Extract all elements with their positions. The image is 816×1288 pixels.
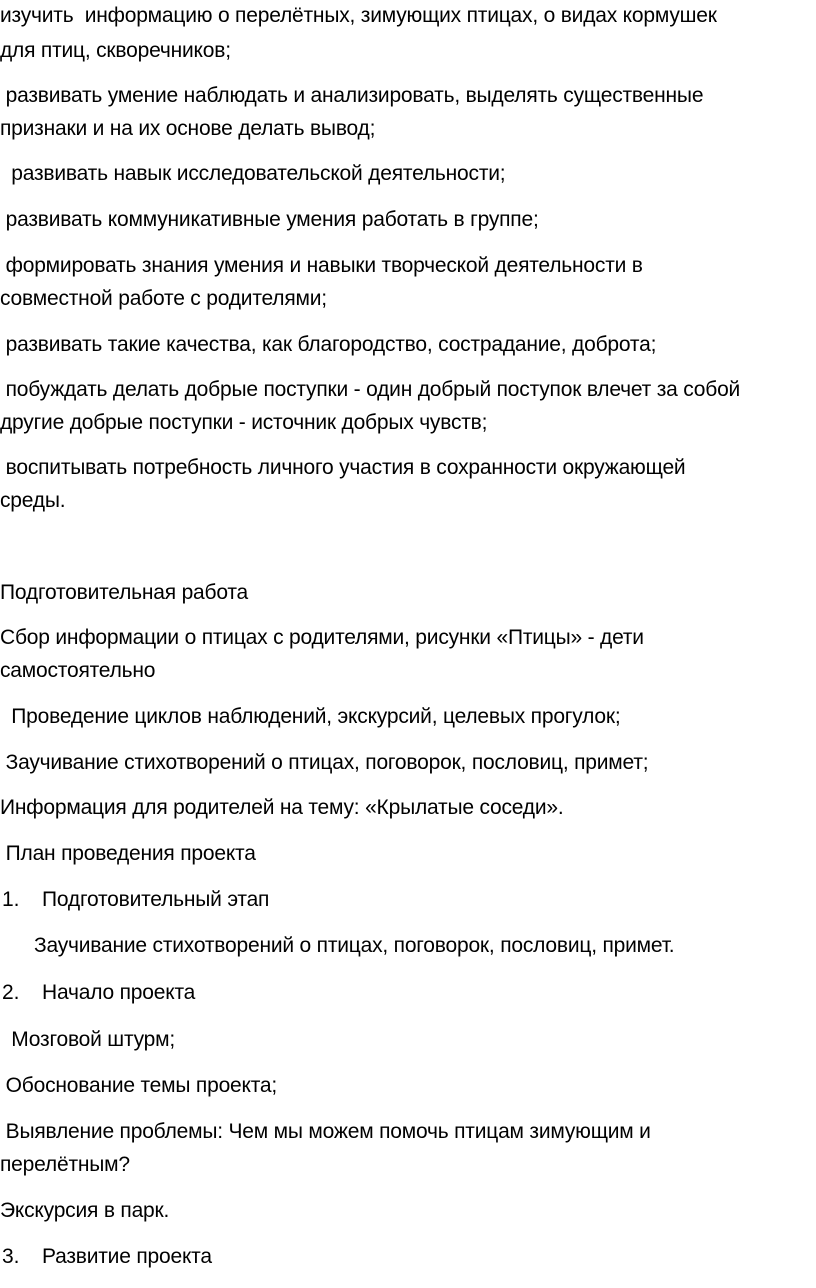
goal-8-line-1: воспитывать потребность личного участия в сохранности окружающей: [0, 456, 686, 479]
goal-3: развивать навык исследовательской деятельности;: [0, 162, 506, 185]
stage-2-number: 2.: [2, 981, 20, 1004]
prep-item-4: Информация для родителей на тему: «Крылатые соседи».: [0, 796, 564, 819]
stage-2-item-2: Обоснование темы проекта;: [0, 1074, 278, 1097]
goal-7-line-2: другие добрые поступки - источник добрых чувств;: [0, 411, 488, 434]
prep-item-1-line-2: самостоятельно: [0, 659, 156, 682]
goal-5-line-1: формировать знания умения и навыки творческой деятельности в: [0, 254, 643, 277]
prep-item-1-line-1: Сбор информации о птицах с родителями, рисунки «Птицы» - дети: [0, 626, 644, 649]
prep-heading: Подготовительная работа: [0, 581, 249, 604]
stage-3-number: 3.: [2, 1245, 20, 1268]
goal-5-line-2: совместной работе с родителями;: [0, 287, 327, 310]
stage-1-detail: Заучивание стихотворений о птицах, поговорок, пословиц, примет.: [34, 934, 675, 957]
prep-item-3: Заучивание стихотворений о птицах, поговорок, пословиц, примет;: [0, 751, 649, 774]
goal-1-line-1: изучить информацию о перелётных, зимующих птицах, о видах кормушек: [0, 4, 717, 27]
stage-2-item-1: Мозговой штурм;: [0, 1028, 176, 1051]
goal-8-line-2: среды.: [0, 489, 66, 512]
goal-2-line-2: признаки и на их основе делать вывод;: [0, 117, 376, 140]
plan-heading: План проведения проекта: [0, 842, 256, 865]
goal-4: развивать коммуникативные умения работать в группе;: [0, 208, 539, 231]
goal-6: развивать такие качества, как благородство, сострадание, доброта;: [0, 333, 657, 356]
prep-item-2: Проведение циклов наблюдений, экскурсий, целевых прогулок;: [0, 705, 621, 728]
stage-2-problem-line-1: Выявление проблемы: Чем мы можем помочь птицам зимующим и: [0, 1120, 651, 1143]
goal-1-line-2: для птиц, скворечников;: [0, 39, 231, 62]
stage-1-title: Подготовительный этап: [42, 888, 270, 911]
stage-2-excursion: Экскурсия в парк.: [0, 1199, 170, 1222]
stage-3-title: Развитие проекта: [42, 1245, 212, 1268]
goal-7-line-1: побуждать делать добрые поступки - один добрый поступок влечет за собой: [0, 378, 741, 401]
goal-2-line-1: развивать умение наблюдать и анализировать, выделять существенные: [0, 84, 704, 107]
stage-2-problem-line-2: перелётным?: [0, 1153, 130, 1176]
stage-2-title: Начало проекта: [42, 981, 196, 1004]
stage-1-number: 1.: [2, 888, 20, 911]
